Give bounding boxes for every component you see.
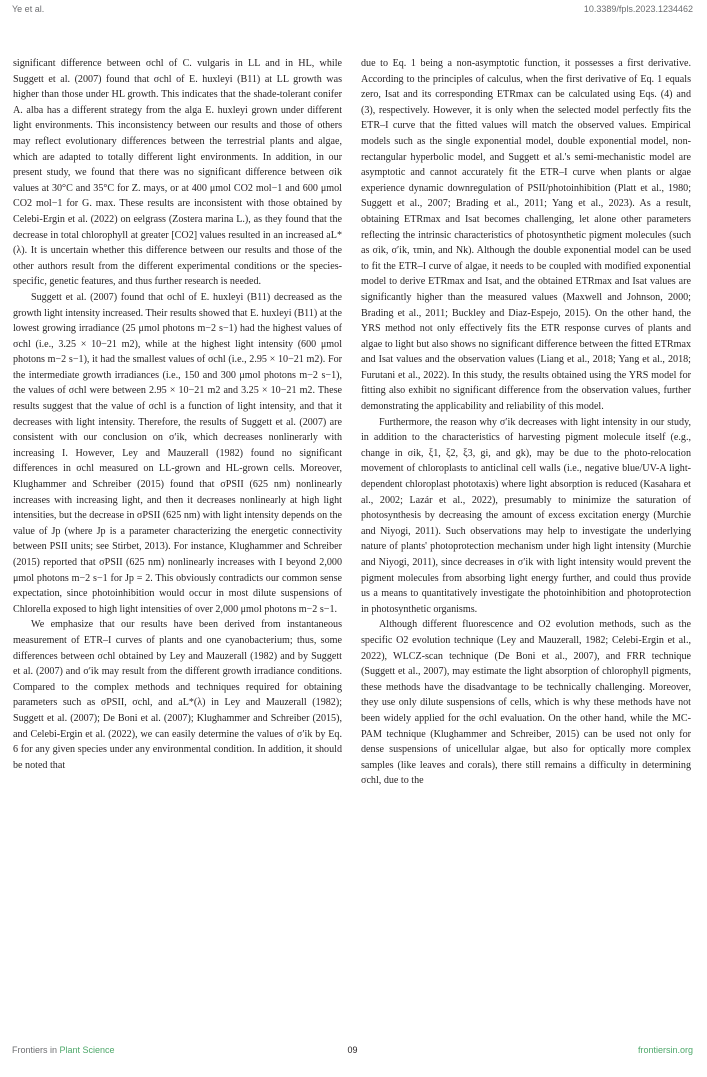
- paragraph: significant difference between σchl of C. vulgaris in LL and in HL, while Suggett et al. (2007) found that σchl of E. huxleyi (B11) at LL growth was higher than those under HL growth. This indicates that the shade-tolerant conifer A. alba has a different strategy from the alga E. huxleyi grown under different light environments. This inconsistency between our results and those of others may reflect evolutionary differences between the terrestrial plants and algae, which are adapted to totally different light environments. In addition, in our present study, we found that there was no significant difference between σik values at 30°C and 35°C for Z. mays, or at 400 μmol CO2 mol−1 and 600 μmol CO2 mol−1 for G. max. These results are inconsistent with those obtained by Celebi-Ergin et al. (2022) on eelgrass (Zostera marina L.), as they found that the decrease in total chlorophyll at greater [CO2] values resulted in an increased aL*(λ). It is uncertain whether this difference between our results and those of the other authors result from the different experimental conditions or the species-specific, genetic features, and thus further research is needed.: [13, 58, 342, 288]
- paragraph: due to Eq. 1 being a non-asymptotic function, it possesses a first derivative. According to the principles of calculus, when the first derivative of Eq. 1 equals zero, Isat and its corresponding ETRmax can be calculated using Eqs. (4) and (3), respectively. However, it is only when the selected model perfectly fits the ETR–I curve that the fitted values will match the observed values. Empirical models such as the single exponential model, double exponential model, non-rectangular hyperbolic model, and Suggett et al.'s semi-mechanistic model are asymptotic and cannot accurately fit the ETR–I curve when plants or algae experience dynamic downregulation of PSII/photoinhibition (Platt et al., 1980; Suggett et al., 2007; Brading et al., 2011; Yang et al., 2023). As a result, obtaining ETRmax and Isat becomes challenging, let alone other parameters reflecting the intrinsic characteristics of photosynthetic pigment molecules (such as σik, σ′ik, τmin, and Nk). Although the double exponential model can be used to fit the ETR–I curve of algae, it needs to be coupled with modified exponential model to derive ETRmax and Isat, and the obtained ETRmax and Isat values are significantly higher than the measured values (Maxwell and Johnson, 2000; Brading et al., 2011; Buckley and Diaz-Espejo, 2015). On the other hand, the YRS method not only effectively fits the ETR response curves of plants and algae to light but also shows no significant difference between the fitted ETRmax and Isat values and the observation values (Liang et al., 2018; Yang et al., 2018; Furutani et al., 2022). In this study, the results obtained using the YRS model for fitting also exhibit no significant difference from the observation values, further demonstrating the applicability and reliability of this model.: [361, 58, 691, 413]
- journal-title-link[interactable]: Plant Science: [59, 1045, 115, 1055]
- left-column: [13, 56, 342, 773]
- paragraph: We emphasize that our results have been derived from instantaneous measurement of ETR–I curves of plants and one cyanobacterium; thus, some differences between σchl obtained by Ley and Mauzerall (1982) and by Suggett et al. (2007) and σ′ik may result from the different growth irradiance conditions. Compared to the complex methods and techniques required for obtaining parameters such as σPSII, σchl, and aL*(λ) in Ley and Mauzerall (1982); Suggett et al. (2007); De Boni et al. (2007); Klughammer and Schreiber (2015), and Celebi-Ergin et al. (2022), we can easily determine the values of σ′ik by Eq. 6 for any given species under any environmental condition. In addition, it should be noted that: [13, 619, 342, 771]
- paragraph: Furthermore, the reason why σ′ik decreases with light intensity in our study, in addition to the characteristics of harvesting pigment molecule itself (e.g., change in σik, ξ1, ξ2, ξ3, gi, and gk), may be due to the photo-relocation movement of chloroplasts to anticlinal cell walls (i.e., negative blue/UV-A light-dependent chloroplast phototaxis) where light absorption is reduced (Kasahara et al., 2002; Lazár et al., 2022), presumably to minimize the saturation of photosynthesis by decreasing the amount of excess excitation energy (Murchie and Niyogi, 2011). Such observations may help to investigate the underlying nature of plants' photoprotection mechanism under high light intensity (Murchie and Niyogi, 2011), since decreases in σ′ik with light intensity would prevent the pigment molecules from absorbing light energy further, and could thus provide us a means to quantitatively investigate the photoinhibition and photoprotection in photosynthetic organisms.: [361, 416, 691, 615]
- article-doi: 10.3389/fpls.2023.1234462: [583, 4, 693, 14]
- right-column: [361, 56, 691, 789]
- journal-prefix: Frontiers in: [12, 1045, 58, 1055]
- paragraph: Suggett et al. (2007) found that σchl of E. huxleyi (B11) decreased as the growth light intensity increased. Their results showed that E. huxleyi (B11) at the lowest growing irradiance (25 μmol photons m−2 s−1) had the highest values of σchl (i.e., 3.25 × 10−21 m2), while at the highest light intensity (600 μmol photons m−2 s−1), it had the smallest values of σchl (i.e., 2.95 × 10−21 m2). For the intermediate growth irradiances (i.e., 150 and 300 μmol photons m−2 s−1), the values of σchl were between 2.95 × 10−21 m2 and 3.25 × 10−21 m2. These results suggest that the value of σchl is a function of light intensity, and that it decreases with light intensity. Therefore, the results of Suggett et al. (2007) are consistent with our conclusion on σ′ik, which decreases nonlinerarly with increasing I. However, Ley and Mauzerall (1982) found no significant differences in σchl measured on LL-grown and HL-grown cells. Moreover, Klughammer and Schreiber (2015) found that σPSII (625 nm) nonlinearly increases with increasing light, and then it decreases nonlinearly at high light intensities, but the decrease in σPSII (625 nm) with light intensity depends on the value of Jp (where Jp is a parameter characterizing the energetic connectivity between PSII units; see Stirbet, 2013). For instance, Klughammer and Schreiber (2015) reported that σPSII (625 nm) nonlinearly increases with I beyond 2,000 μmol photons m−2 s−1 for Jp = 2. This obviously contradicts our common sense expectation, since photoinhibition would occur in most dilute suspensions of Chlorella exposed to high light intensities of over 2,000 μmol photons m−2 s−1.: [13, 291, 342, 615]
- site-link[interactable]: frontiersin.org: [637, 1045, 693, 1055]
- running-header: [12, 4, 693, 18]
- page-footer: [12, 1045, 693, 1061]
- running-author: Ye et al.: [12, 4, 45, 14]
- page-number: 09: [347, 1045, 358, 1055]
- paragraph: Although different fluorescence and O2 evolution methods, such as the specific O2 evolution technique (Ley and Mauzerall, 1982; Celebi-Ergin et al., 2022), WLCZ-scan technique (De Boni et al., 2007), and FRR technique (Suggett et al., 2007), may estimate the light absorption of chlorophyll pigments, these methods have the disadvantage to be technically challenging. Moreover, they use only dilute suspensions of cells, which is why these methods have not been widely applied for the σchl evaluation. On the other hand, while the MC-PAM technique (Klughammer and Schreiber, 2015) can be used not only for dense suspensions of unicellular algae, but also for optically more complex samples (like leaves and corals), there still remains a difficulty in determining σchl, due to the: [361, 619, 691, 787]
